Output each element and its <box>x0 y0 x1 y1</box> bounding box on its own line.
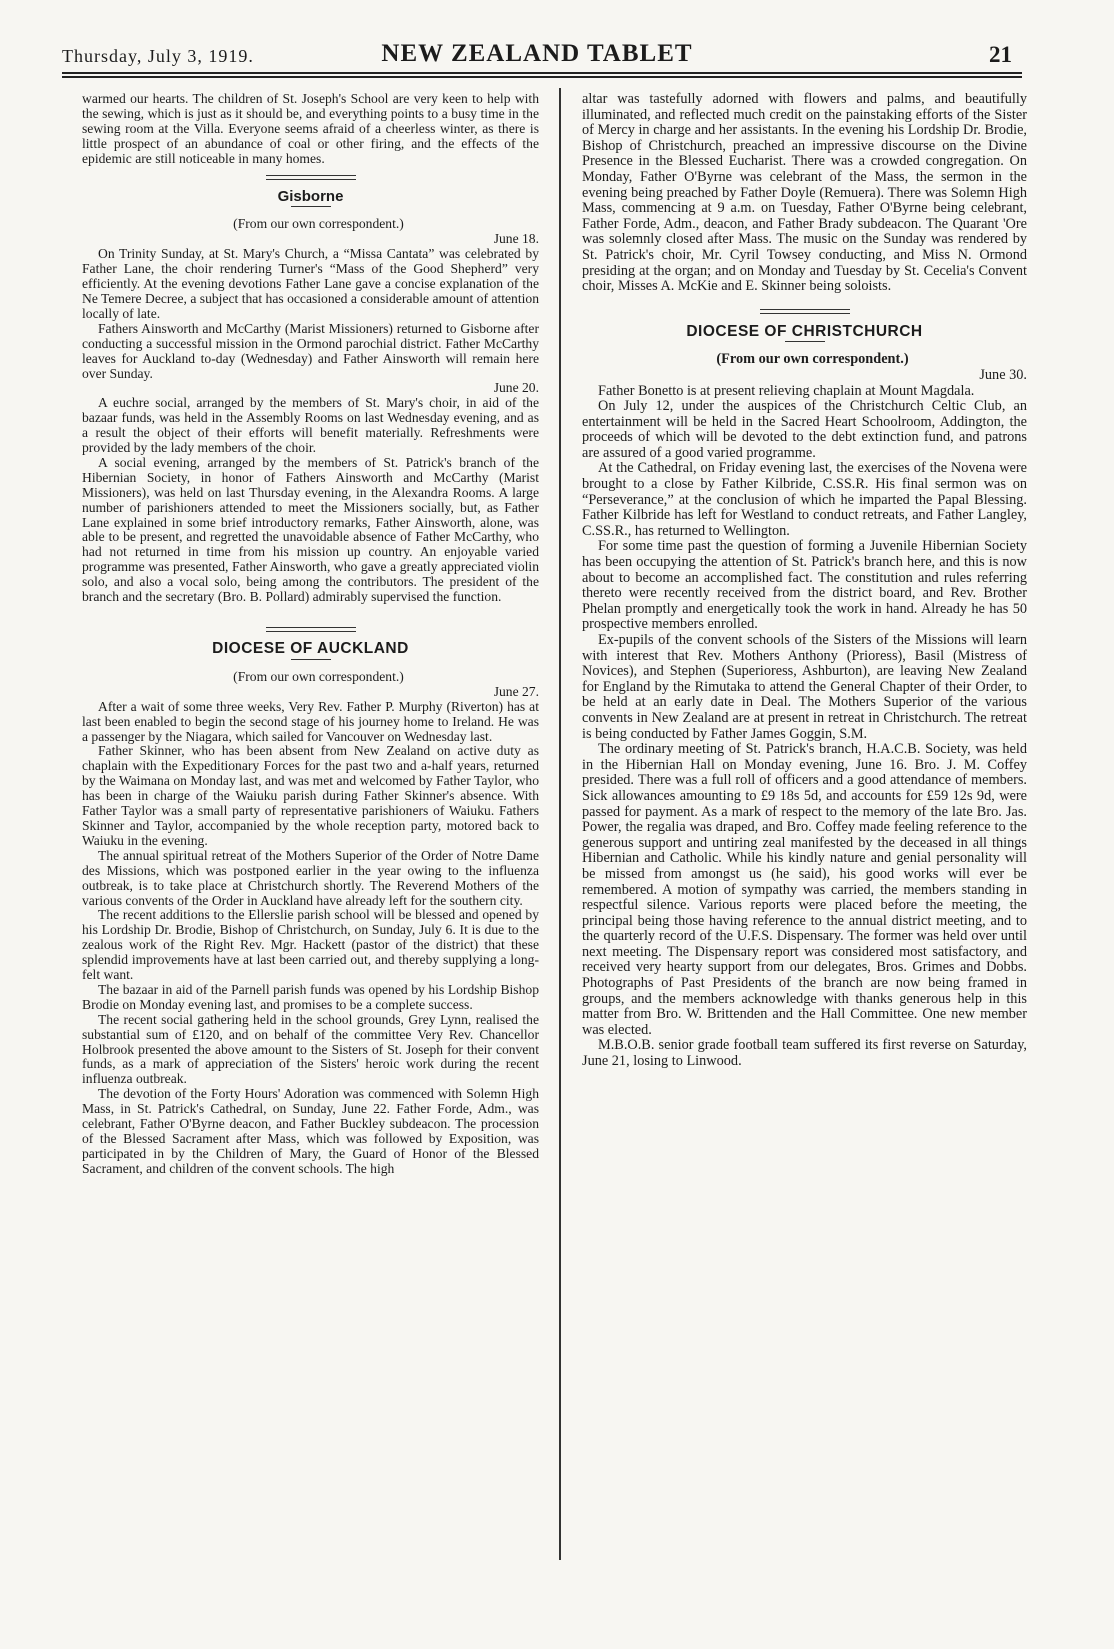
gisborne-date-1: June 18. <box>493 231 539 247</box>
left-intro-paragraph: warmed our hearts. The children of St. Joseph's School are very keen to help with the sewing, which is just as it should be, and everything points to a busy time in the sewing room at the Villa. Everyone seems afraid of a cheerless winter, as there is little prospect of an abundance of coal or other firing, and the effects of the epidemic are still noticeable in many homes. <box>82 91 539 166</box>
column-divider <box>559 88 561 1560</box>
issue-date: Thursday, July 3, 1919. <box>62 46 254 66</box>
christchurch-paragraph-2: On July 12, under the auspices of the Christchurch Celtic Club, an entertainment will be held in the Sacred Heart Schoolroom, Addington, the proceeds of which will be devoted to the debt extinction fund, and patrons are assured of a good varied programme. <box>582 398 1027 461</box>
auckland-paragraph-3: The annual spiritual retreat of the Mothers Superior of the Order of Notre Dame des Missions, which was postponed earlier in the year owing to the influenza outbreak, is to take place at Christchurch shortly. The Reverend Mothers of the various convents of the Order in Auckland have already left for the southern city. <box>82 847 539 908</box>
page-number: 21 <box>989 42 1012 67</box>
right-column <box>582 92 1027 1070</box>
christchurch-paragraph-1: Father Bonetto is at present relieving chaplain at Mount Magdala. <box>598 382 975 399</box>
christchurch-paragraph-3: At the Cathedral, on Friday evening last, the exercises of the Novena were brought to a close by Father Kilbride, C.SS.R. His final sermon was on “Perseverance,” at the conclusion of which he imparted the Papal Blessing. Father Kilbride has left for Westland to conduct retreats, and Father Langley, C.SS.R., has returned to Wellington. <box>582 460 1027 539</box>
christchurch-paragraph-5: Ex-pupils of the convent schools of the Sisters of the Missions will learn with interest that Rev. Mothers Anthony (Prioress), Basil (Mistress of Novices), and Stephen (Superioress, Ashburton), are leaving New Zealand for England by the Rimutaka to attend the General Chapter of their Order, to be held at an early date in Deal. The Mothers Superior of the various convents in New Zealand are at present in retreat in Christchurch. The retreat is being conducted by Father James Goggin, S.M. <box>582 632 1027 742</box>
header-rule-top <box>62 72 1022 74</box>
christchurch-date: June 30. <box>979 366 1027 383</box>
masthead-title: NEW ZEALAND TABLET <box>381 40 693 67</box>
heading-underline <box>785 341 825 342</box>
auckland-paragraph-5: The bazaar in aid of the Parnell parish funds was opened by his Lordship Bishop Brodie on Monday evening last, and promises to be a complete success. <box>82 981 539 1012</box>
auckland-paragraph-6: The recent social gathering held in the school grounds, Grey Lynn, realised the substantial sum of £120, and on behalf of the committee Very Rev. Chancellor Holbrook presented the above amount to the Sisters of St. Joseph for their convent funds, as a mark of appreciation of the Sisters' heroic work during the recent influenza outbreak. <box>82 1011 539 1087</box>
auckland-date: June 27. <box>493 683 539 699</box>
left-column <box>82 92 539 1177</box>
gisborne-paragraph-4: A social evening, arranged by the members of St. Patrick's branch of the Hibernian Society, in honor of Fathers Ainsworth and McCarthy (Marist Missioners), was held on last Thursday evening, in the Alexandra Rooms. A large number of parishioners attended to meet the Missioners socially, but, as Father Lane explained in some brief introductory remarks, Father Ainsworth, alone, was able to be present, and regretted the unavoidable absence of Father McCarthy, who had not returned in time from his mission up country. An enjoyable varied programme was presented, Father Ainsworth, who gave a greatly appreciated violin solo, and also a vocal solo, being among the contributors. The president of the branch and the secretary (Bro. B. Pollard) admirably supervised the function. <box>82 454 539 605</box>
christchurch-byline: (From our own correspondent.) <box>716 351 909 368</box>
auckland-byline: (From our own correspondent.) <box>233 668 404 684</box>
heading-underline <box>291 659 331 660</box>
christchurch-heading: DIOCESE OF CHRISTCHURCH <box>686 322 923 340</box>
heading-underline <box>291 206 331 207</box>
auckland-paragraph-2: Father Skinner, who has been absent from New Zealand on active duty as chaplain with the Expeditionary Forces for the past two and a-half years, returned by the Waimana on Monday last, and was met and welcomed by Father Taylor, who has been in charge of the Waiuku parish during Father Skinner's absence. With Father Taylor was a small party of representative parishioners of Waiuku. Fathers Skinner and Taylor, accompanied by the whole reception party, motored back to Waiuku in the evening. <box>82 743 539 848</box>
gisborne-paragraph-3: A euchre social, arranged by the members of St. Mary's choir, in aid of the bazaar funds, was held in the Assembly Rooms on last Wednesday evening, and as a result the object of their efforts will benefit materially. Refreshments were provided by the lady members of the choir. <box>82 395 539 456</box>
gisborne-paragraph-1: On Trinity Sunday, at St. Mary's Church, a “Missa Cantata” was celebrated by Father Lane, the choir rendering Turner's “Mass of the Good Shepherd” very efficiently. At the evening devotions Father Lane gave a concise explanation of the Ne Temere Decree, a subject that has occasioned a considerable amount of attention locally of late. <box>82 246 539 321</box>
auckland-paragraph-4: The recent additions to the Ellerslie parish school will be blessed and opened by his Lordship Dr. Brodie, Bishop of Christchurch, on Sunday, July 6. It is due to the zealous work of the Right Rev. Mgr. Hackett (pastor of the district) that these splendid improvements have at last been carried out, and thereby supplying a long-felt want. <box>82 907 539 983</box>
christchurch-paragraph-4: For some time past the question of forming a Juvenile Hibernian Society has been occupying the attention of St. Patrick's branch here, and this is now about to become an accomplished fact. The constitution and rules referring thereto were recently received from the district board, and Rev. Brother Phelan promptly and energetically took the work in hand. Already he has 50 prospective members enrolled. <box>582 538 1027 633</box>
gisborne-byline: (From our own correspondent.) <box>233 216 404 232</box>
auckland-heading: DIOCESE OF AUCKLAND <box>212 640 409 657</box>
gisborne-paragraph-2: Fathers Ainsworth and McCarthy (Marist Missioners) returned to Gisborne after conducting a successful mission in the Ormond parochial district. Father McCarthy leaves for Auckland to-day (Wednesday) and Father Ainsworth will remain here over Sunday. <box>82 320 539 381</box>
gisborne-date-2: June 20. <box>493 380 539 396</box>
auckland-paragraph-7: The devotion of the Forty Hours' Adoration was commenced with Solemn High Mass, in St. Patrick's Cathedral, on Sunday, June 22. Father Forde, Adm., was celebrant, Father O'Byrne deacon, and Father Buckley subdeacon. The procession of the Blessed Sacrament after Mass, which was followed by Exposition, was participated in by the Children of Mary, the Guard of Honor of the Blessed Sacrament, and children of the convent schools. The high <box>82 1086 539 1176</box>
header-rule-bottom <box>62 76 1022 78</box>
section-separator <box>760 309 850 314</box>
section-separator <box>266 627 356 632</box>
section-separator <box>266 175 356 180</box>
right-intro-paragraph: altar was tastefully adorned with flowers and palms, and beautifully illuminated, and reflected much credit on the painstaking efforts of the Sister of Mercy in charge and her assistants. In the evening his Lordship Dr. Brodie, Bishop of Christchurch, preached an impressive discourse on the Divine Presence in the Blessed Eucharist. There was a crowded congregation. On Monday, Father O'Byrne was celebrant of the Mass, the sermon in the evening being preached by Father Doyle (Remuera). There was Solemn High Mass, commencing at 9 a.m. on Tuesday, Father O'Byrne being celebrant, Father Forde, Adm., deacon, and Father Brady subdeacon. The Quarant 'Ore was solemnly closed after Mass. The music on the Sunday was rendered by St. Patrick's choir, Mr. Cyril Towsey conducting, and Miss N. Ormond presiding at the organ; and on Monday and Tuesday by St. Cecelia's Convent choir, Misses A. McKie and E. Skinner being soloists. <box>582 91 1027 295</box>
gisborne-heading: Gisborne <box>277 187 344 205</box>
auckland-paragraph-1: After a wait of some three weeks, Very Rev. Father P. Murphy (Riverton) has at last been enabled to begin the second stage of his journey home to Ireland. He was a passenger by the Niagara, which sailed for Vancouver on Wednesday last. <box>82 698 539 744</box>
christchurch-paragraph-7: M.B.O.B. senior grade football team suffered its first reverse on Saturday, June 21, losing to Linwood. <box>582 1037 1027 1070</box>
page-header <box>62 40 1012 70</box>
christchurch-paragraph-6: The ordinary meeting of St. Patrick's branch, H.A.C.B. Society, was held in the Hibernian Hall on Monday evening, June 16. Bro. J. M. Coffey presided. There was a full roll of officers and a good attendance of members. Sick allowances amounting to £9 18s 5d, and accounts for £59 12s 9d, were passed for payment. As a mark of respect to the memory of the late Bro. Jas. Power, the regalia was draped, and Bro. Coffey made feeling reference to the generous support and untiring zeal manifested by the deceased in all things Hibernian and Catholic. While his kindly nature and genial personality will be missed from amongst us (he said), his good works will ever be remembered. A motion of sympathy was carried, the members standing in respectful silence. Various reports were placed before the meeting, the principal being those having reference to the annual district meeting, and to the quarterly record of the U.F.S. Dispensary. The former was held over until next meeting. The Dispensary report was considered most satisfactory, and received very hearty support from our delegates, Bros. Grimes and Dobbs. Photographs of Past Presidents of the branch are now being framed in groups, and the members acknowledge with thanks generous help in this matter from Bro. W. Brittenden and the Hall Committee. One new member was elected. <box>582 741 1027 1038</box>
